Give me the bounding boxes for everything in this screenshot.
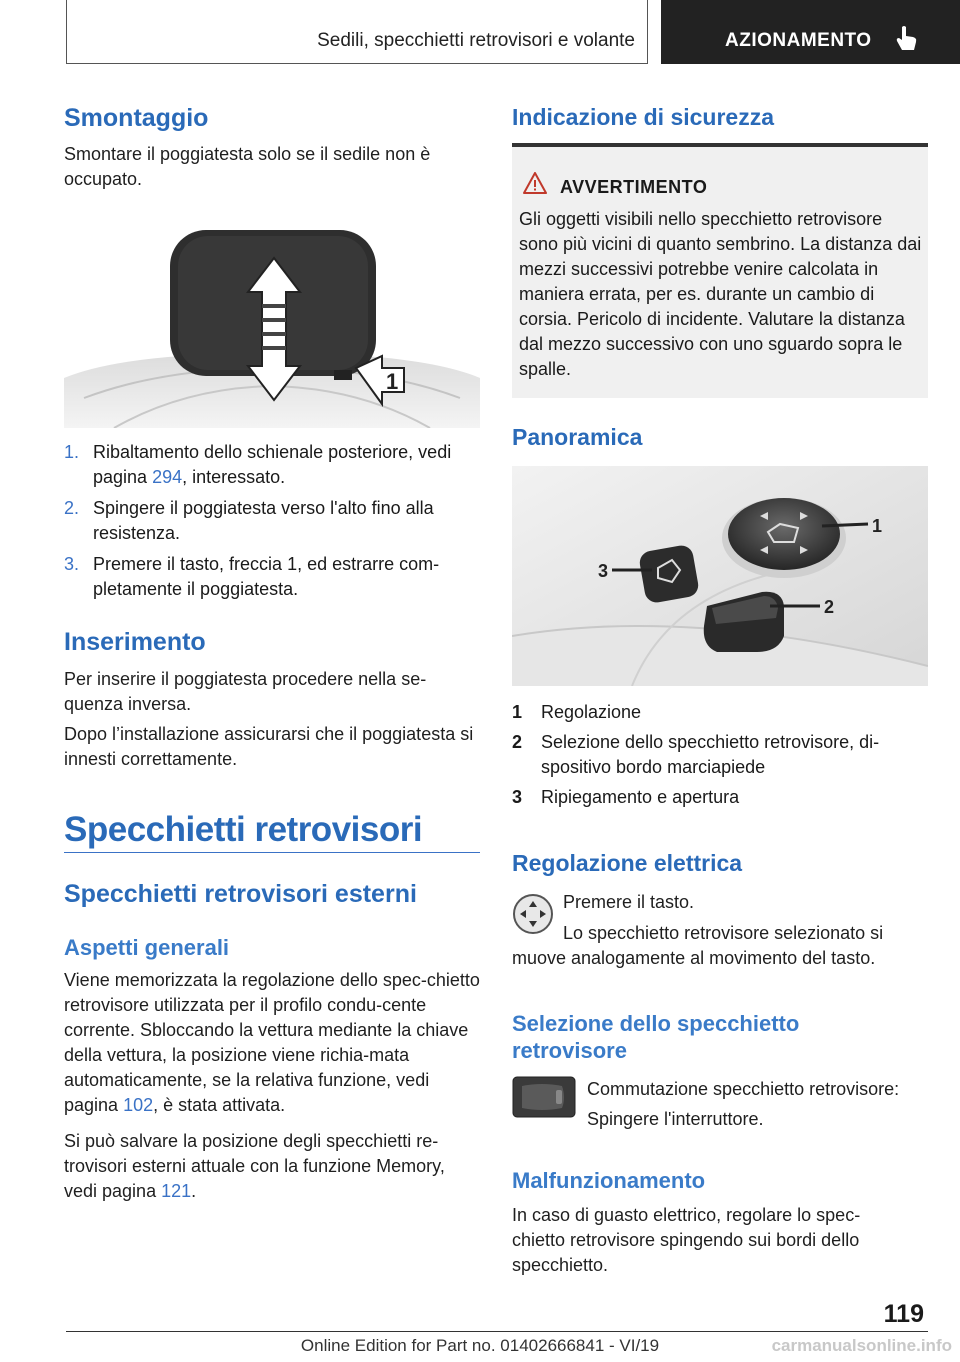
aspetti-p2 — [64, 1129, 480, 1204]
selezione-p1: Commutazione specchietto retrovisore: — [587, 1079, 900, 1099]
mirror-select-switch-icon — [512, 1076, 576, 1118]
chapter-divider — [64, 852, 480, 853]
page-link-294[interactable]: 294 — [152, 467, 183, 487]
headrest-figure — [64, 218, 480, 428]
warning-box — [512, 143, 928, 398]
footer-edition: Online Edition for Part no. 01402666841 - VI/19 — [300, 1336, 660, 1355]
legend-item-1 — [512, 700, 928, 725]
legend-item-1-text: Regolazione — [541, 702, 642, 722]
aspetti-p1-post: , è stata attivata. — [153, 1095, 286, 1115]
legend-item-3-number: 3 — [512, 787, 523, 807]
malfunzionamento-p1: In caso di guasto elettrico, regolare lo spec-chietto retrovisore spingendo sui bordi dello specchietto. — [512, 1205, 861, 1275]
heading-malfunzionamento: Malfunzionamento — [512, 1168, 706, 1193]
mirror-controls-figure — [512, 466, 928, 686]
smontaggio-intro: Smontare il poggiatesta solo se il sedile non è occupato. — [64, 144, 431, 189]
headrest-callout-1: 1 — [386, 369, 399, 394]
inserimento-p1: Per inserire il poggiatesta procedere nella se-quenza inversa. — [64, 669, 427, 714]
page-link-121[interactable]: 121 — [161, 1181, 192, 1201]
step-1-number: 1. — [64, 442, 80, 462]
legend-item-1-number: 1 — [512, 702, 523, 722]
step-3-number: 3. — [64, 554, 80, 574]
heading-inserimento: Inserimento — [64, 628, 206, 656]
step-2-number: 2. — [64, 498, 80, 518]
legend-item-2 — [512, 730, 928, 780]
aspetti-p1 — [64, 968, 480, 1118]
header-chapter-title: AZIONAMENTO — [725, 30, 872, 51]
aspetti-p2-post: . — [191, 1181, 197, 1201]
legend-item-2-number: 2 — [512, 732, 523, 752]
header-section-box — [66, 0, 648, 64]
page-number: 119 — [883, 1300, 924, 1328]
smontaggio-steps — [64, 440, 480, 608]
step-1-text-post: , interessato. — [182, 467, 286, 487]
panoramica-callout-1: 1 — [872, 516, 883, 536]
header-section-title: Sedili, specchietti retrovisori e volante — [317, 30, 635, 51]
warning-title: AVVERTIMENTO — [560, 177, 708, 197]
selezione-p2: Spingere l'interruttore. — [587, 1109, 764, 1129]
panoramica-callout-2: 2 — [824, 597, 835, 617]
regolazione-p1: Premere il tasto. — [563, 892, 695, 912]
step-1 — [64, 440, 480, 490]
watermark: carmanualsonline.info — [771, 1336, 952, 1355]
step-2 — [64, 496, 480, 546]
aspetti-p1-text: Viene memorizzata la regolazione dello spec-chietto retrovisore utilizzata per il profilo condu-cente corrente. Sbloccando la vettura mediante la chiave della vettura, la posizione viene richia-mata automaticamente, se la relativa funzione, vedi pagina — [64, 970, 480, 1115]
warning-triangle-icon — [523, 172, 547, 194]
step-2-text: Spingere il poggiatesta verso l'alto fino alla resistenza. — [93, 498, 434, 543]
header-chapter-box — [661, 0, 960, 64]
heading-specchietti-esterni: Specchietti retrovisori esterni — [64, 880, 417, 908]
legend-item-3-text: Ripiegamento e apertura — [541, 787, 740, 807]
hand-pointer-icon — [893, 24, 921, 52]
aspetti-p2-text: Si può salvare la posizione degli specchietti re-trovisori esterni attuale con la funzione Memory, vedi pagina — [64, 1131, 445, 1201]
footer-divider — [66, 1331, 928, 1332]
panoramica-callout-3: 3 — [598, 561, 609, 581]
heading-regolazione-elettrica: Regolazione elettrica — [512, 850, 743, 876]
inserimento-p2: Dopo l’installazione assicurarsi che il poggiatesta si innesti correttamente. — [64, 724, 474, 769]
legend-item-2-text: Selezione dello specchietto retrovisore, di-spositivo bordo marciapiede — [541, 732, 880, 777]
heading-panoramica: Panoramica — [512, 424, 643, 450]
heading-smontaggio: Smontaggio — [64, 104, 209, 132]
step-3-text: Premere il tasto, freccia 1, ed estrarre com-pletamente il poggiatesta. — [93, 554, 440, 599]
regolazione-p2: Lo specchietto retrovisore selezionato si muove analogamente al movimento del tasto. — [512, 923, 884, 968]
heading-sicurezza: Indicazione di sicurezza — [512, 104, 775, 130]
chapter-title: Specchietti retrovisori — [64, 810, 423, 849]
step-3 — [64, 552, 480, 602]
heading-aspetti-generali: Aspetti generali — [64, 935, 230, 960]
step-1-text-pre: Ribaltamento dello schienale posteriore, vedi pagina — [93, 442, 452, 487]
page-link-102[interactable]: 102 — [123, 1095, 154, 1115]
heading-selezione: Selezione dello specchietto retrovisore — [512, 1011, 800, 1063]
legend-item-3 — [512, 785, 928, 810]
panoramica-legend — [512, 700, 928, 815]
warning-text: Gli oggetti visibili nello specchietto retrovisore sono più vicini di quanto sembrino. La distanza dai mezzi successivi potrebbe venire calcolata in maniera errata, per es. durante un cambio di corsia. Pericolo di incidente. Valutare la distanza dal mezzo successivo con uno sguardo sopra le spalle. — [519, 209, 922, 379]
